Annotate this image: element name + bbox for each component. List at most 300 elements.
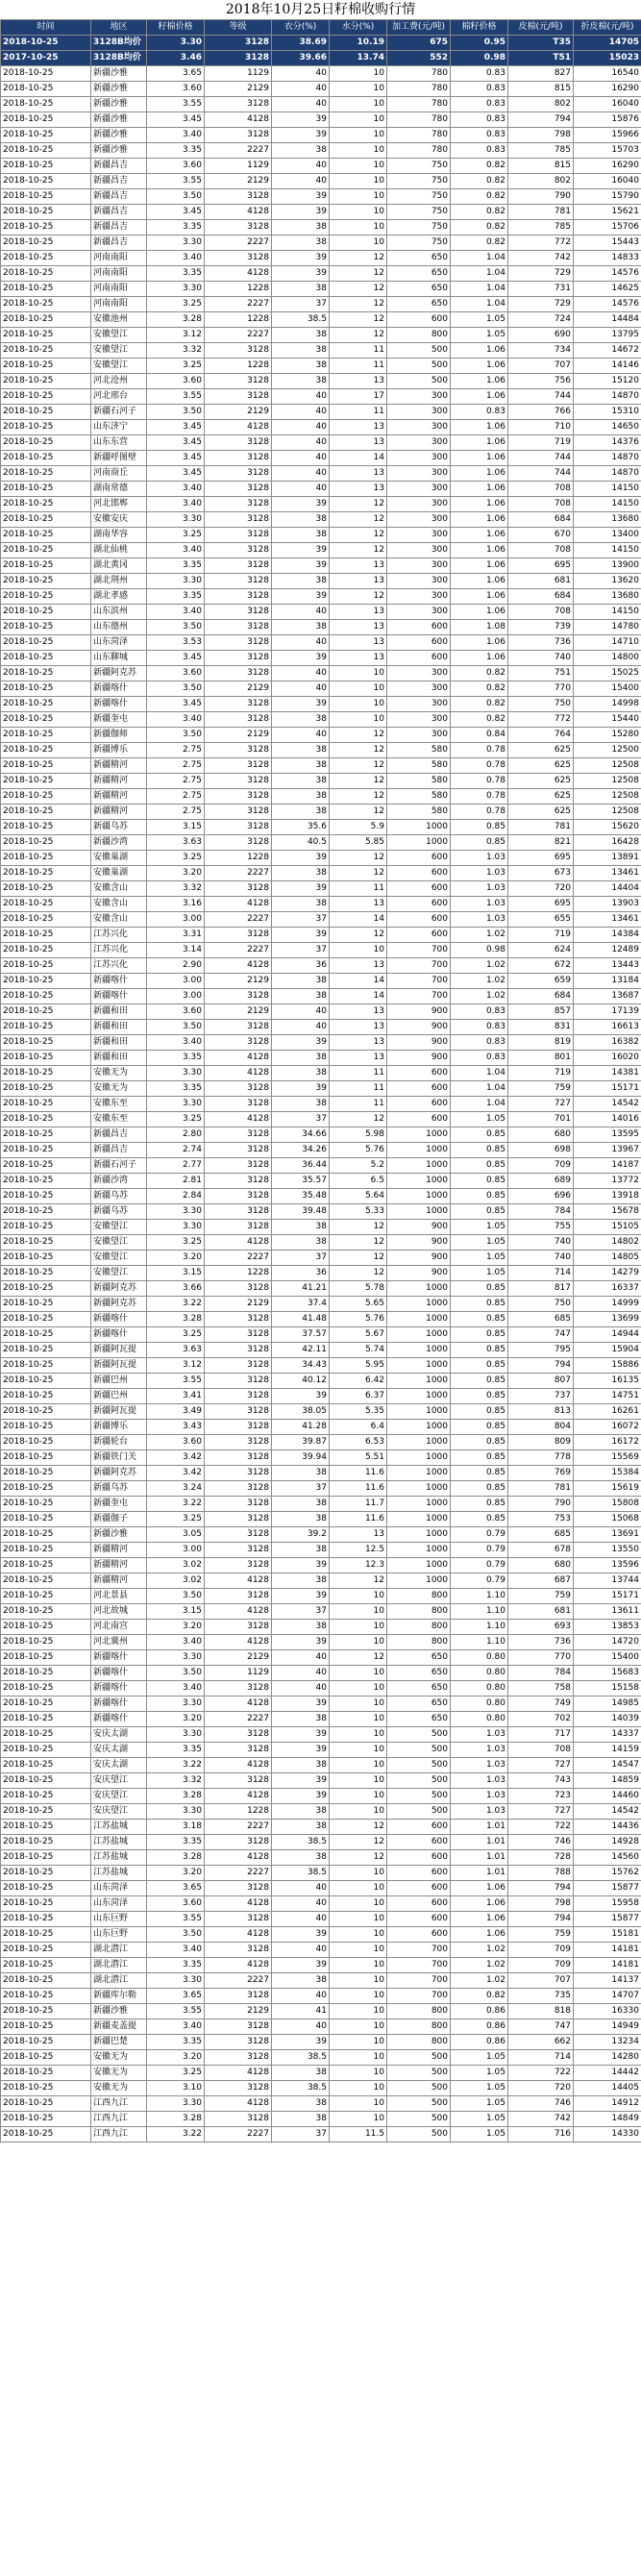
table-cell: 719 (508, 435, 574, 451)
table-cell: 2018-10-25 (1, 912, 91, 928)
table-cell: 1.10 (451, 1589, 508, 1604)
table-cell: 新疆喀什 (91, 974, 147, 989)
table-cell: 14833 (574, 251, 641, 266)
table-cell: 3128 (205, 1420, 272, 1435)
table-cell: 江苏盐城 (91, 1850, 147, 1866)
table-cell: 3.20 (147, 1712, 205, 1727)
table-cell: 39 (272, 928, 330, 943)
table-cell: 1.06 (451, 435, 508, 451)
table-row (1, 1127, 641, 1143)
table-row (1, 1497, 641, 1512)
table-cell: 38 (272, 1543, 330, 1558)
table-cell: 0.85 (451, 835, 508, 851)
table-cell: 800 (387, 1635, 451, 1650)
table-cell: 2017-10-25 (1, 51, 91, 66)
table-cell: 新疆库尔勒 (91, 1989, 147, 2004)
table-cell: 716 (508, 2127, 574, 2143)
table-cell: 708 (508, 1743, 574, 1758)
table-cell: 1000 (387, 1573, 451, 1589)
table-cell: 12508 (574, 774, 641, 789)
table-cell: 2018-10-25 (1, 2081, 91, 2096)
table-cell: 新疆乌苏 (91, 820, 147, 835)
table-cell: 6.53 (330, 1435, 387, 1450)
table-cell: 河南南阳 (91, 297, 147, 312)
table-cell: 684 (508, 989, 574, 1004)
table-cell: 600 (387, 635, 451, 651)
table-cell: 3.25 (147, 359, 205, 374)
table-cell: 3128 (205, 1727, 272, 1743)
table-cell: 新疆乌苏 (91, 1204, 147, 1220)
table-cell: 37 (272, 943, 330, 958)
table-cell: 2018-10-25 (1, 1558, 91, 1573)
table-cell: 新疆昌吉 (91, 1143, 147, 1158)
table-cell: 500 (387, 343, 451, 359)
table-cell: 新疆和田 (91, 1004, 147, 1020)
table-row (1, 1374, 641, 1389)
table-row (1, 1066, 641, 1081)
table-cell: 新疆精河 (91, 1573, 147, 1589)
table-cell: 37.57 (272, 1327, 330, 1343)
table-cell: 2129 (205, 1004, 272, 1020)
table-cell: 2018-10-25 (1, 328, 91, 343)
table-cell: 300 (387, 605, 451, 620)
table-row (1, 1743, 641, 1758)
table-cell: 38 (272, 282, 330, 297)
table-cell: 14337 (574, 1727, 641, 1743)
table-cell: 740 (508, 651, 574, 666)
table-cell: 2018-10-25 (1, 312, 91, 328)
table-cell: 2018-10-25 (1, 1912, 91, 1927)
table-cell: 3.30 (147, 282, 205, 297)
table-cell: 新疆博乐 (91, 743, 147, 758)
table-cell: 3.20 (147, 1620, 205, 1635)
table-cell: 安庆望江 (91, 1789, 147, 1804)
table-row (1, 1712, 641, 1727)
table-cell: 4128 (205, 958, 272, 974)
table-cell: 40 (272, 1943, 330, 1958)
table-cell: 2018-10-25 (1, 1497, 91, 1512)
table-row (1, 805, 641, 820)
table-cell: 0.85 (451, 1435, 508, 1450)
table-cell: 38.5 (272, 1866, 330, 1881)
table-cell: 15171 (574, 1589, 641, 1604)
table-cell: 2018-10-25 (1, 1773, 91, 1789)
table-cell: 2018-10-25 (1, 2004, 91, 2019)
table-row (1, 897, 641, 912)
table-row (1, 1174, 641, 1189)
table-cell: 40 (272, 159, 330, 174)
table-cell: 3128 (205, 1943, 272, 1958)
table-cell: 600 (387, 928, 451, 943)
table-cell: 3.25 (147, 528, 205, 543)
table-cell: 750 (387, 205, 451, 220)
table-cell: 38 (272, 2112, 330, 2127)
table-cell: 749 (508, 1697, 574, 1712)
table-cell: 3.45 (147, 651, 205, 666)
table-row (1, 1312, 641, 1327)
table-cell: 3.30 (147, 1650, 205, 1666)
table-cell: 1000 (387, 1174, 451, 1189)
table-cell: 3128 (205, 1512, 272, 1527)
table-cell: 37 (272, 912, 330, 928)
table-cell: 13 (330, 620, 387, 635)
table-cell: 780 (387, 112, 451, 128)
table-cell: 2018-10-25 (1, 97, 91, 112)
table-cell: 650 (387, 297, 451, 312)
table-cell: 15569 (574, 1450, 641, 1466)
table-cell: 1.03 (451, 851, 508, 866)
table-cell: 1.05 (451, 1235, 508, 1251)
table-cell: 1129 (205, 66, 272, 82)
table-cell: 2018-10-25 (1, 374, 91, 389)
table-cell: 12 (330, 297, 387, 312)
table-row (1, 1989, 641, 2004)
table-cell: 13 (330, 374, 387, 389)
table-cell: 3128 (205, 1189, 272, 1204)
table-cell: 0.83 (451, 1035, 508, 1051)
table-cell: 16428 (574, 835, 641, 851)
table-cell: 13900 (574, 558, 641, 574)
table-cell: 10 (330, 1958, 387, 1973)
table-cell: 650 (387, 251, 451, 266)
table-cell: 河北邢台 (91, 389, 147, 405)
table-cell: 1000 (387, 1312, 451, 1327)
table-row (1, 1450, 641, 1466)
table-row (1, 605, 641, 620)
table-cell: 3.22 (147, 1497, 205, 1512)
table-cell: 300 (387, 389, 451, 405)
table-cell: 2018-10-25 (1, 774, 91, 789)
table-cell: 新疆石河子 (91, 1158, 147, 1174)
table-cell: 2018-10-25 (1, 1512, 91, 1527)
table-row (1, 1666, 641, 1681)
table-cell: 1.02 (451, 974, 508, 989)
table-cell: 3.32 (147, 1773, 205, 1789)
table-cell: 3.65 (147, 66, 205, 82)
table-cell: 3128 (205, 389, 272, 405)
table-cell: 13744 (574, 1573, 641, 1589)
table-cell: 山东菏泽 (91, 635, 147, 651)
table-cell: 819 (508, 1035, 574, 1051)
table-cell: 2018-10-25 (1, 1312, 91, 1327)
table-cell: 河南南阳 (91, 282, 147, 297)
table-cell: 2018-10-25 (1, 1404, 91, 1420)
table-cell: 38 (272, 359, 330, 374)
table-cell: 693 (508, 1620, 574, 1635)
table-cell: 500 (387, 1727, 451, 1743)
table-cell: 3128 (205, 1035, 272, 1051)
table-cell: 5.78 (330, 1281, 387, 1297)
table-cell: 40.5 (272, 835, 330, 851)
table-cell: 300 (387, 420, 451, 435)
table-cell: 40 (272, 666, 330, 681)
table-cell: 2018-10-25 (1, 1589, 91, 1604)
table-cell: 750 (387, 159, 451, 174)
table-cell: 2227 (205, 328, 272, 343)
table-cell: 719 (508, 928, 574, 943)
table-cell: 34.26 (272, 1143, 330, 1158)
table-cell: 39 (272, 1389, 330, 1404)
table-cell: 39 (272, 1635, 330, 1650)
table-cell: 0.83 (451, 97, 508, 112)
table-cell: 3128 (205, 1358, 272, 1374)
table-cell: 10 (330, 1758, 387, 1773)
table-cell: 新疆奎屯 (91, 712, 147, 728)
table-cell: 3128 (205, 1158, 272, 1174)
table-cell: 河北故城 (91, 1604, 147, 1620)
table-row (1, 312, 641, 328)
table-row (1, 389, 641, 405)
table-cell: 1.06 (451, 558, 508, 574)
table-cell: 2018-10-25 (1, 1450, 91, 1466)
table-cell: 500 (387, 1804, 451, 1820)
table-cell: 3.41 (147, 1389, 205, 1404)
table-cell: 3.55 (147, 1374, 205, 1389)
table-cell: 2018-10-25 (1, 1650, 91, 1666)
table-cell: 新疆昌吉 (91, 159, 147, 174)
table-cell: 38 (272, 1804, 330, 1820)
table-cell: 14137 (574, 1973, 641, 1989)
table-row (1, 1220, 641, 1235)
table-cell: 758 (508, 1681, 574, 1697)
table-row (1, 866, 641, 881)
table-cell: 2018-10-25 (1, 574, 91, 589)
table-row (1, 697, 641, 712)
table-cell: 2018-10-25 (1, 1850, 91, 1866)
table-row (1, 1297, 641, 1312)
table-cell: 2018-10-25 (1, 989, 91, 1004)
table-cell: 3128 (205, 1527, 272, 1543)
table-cell: 新疆沙雅 (91, 82, 147, 97)
table-cell: 0.79 (451, 1573, 508, 1589)
table-cell: 15443 (574, 235, 641, 251)
table-cell: 3128 (205, 1450, 272, 1466)
table-cell: 300 (387, 405, 451, 420)
table-cell: 39 (272, 697, 330, 712)
table-row (1, 359, 641, 374)
table-row (1, 2112, 641, 2127)
table-cell: 600 (387, 312, 451, 328)
table-cell: 747 (508, 1327, 574, 1343)
table-cell: 0.85 (451, 820, 508, 835)
table-cell: 6.37 (330, 1389, 387, 1404)
table-cell: 12 (330, 1573, 387, 1589)
table-cell: 0.85 (451, 1312, 508, 1327)
table-cell: 10 (330, 2035, 387, 2050)
table-cell: 3128 (205, 989, 272, 1004)
column-header: 棉籽价格 (451, 20, 508, 36)
table-cell: 1.05 (451, 312, 508, 328)
table-row (1, 1204, 641, 1220)
table-row (1, 159, 641, 174)
table-cell: 300 (387, 728, 451, 743)
table-cell: 14576 (574, 266, 641, 282)
table-cell: 13 (330, 482, 387, 497)
table-cell: 300 (387, 512, 451, 528)
table-cell: 580 (387, 789, 451, 805)
table-cell: 安徽安庆 (91, 512, 147, 528)
table-cell: 37 (272, 1481, 330, 1497)
table-cell: 0.85 (451, 1450, 508, 1466)
table-cell: 2129 (205, 2004, 272, 2019)
table-cell: T35 (508, 36, 574, 51)
table-cell: 3.05 (147, 1527, 205, 1543)
table-cell: 700 (387, 989, 451, 1004)
table-cell: 3.30 (147, 1097, 205, 1112)
table-cell: 14625 (574, 282, 641, 297)
table-cell: 15621 (574, 205, 641, 220)
table-cell: 2018-10-25 (1, 651, 91, 666)
table-cell: 689 (508, 1174, 574, 1189)
table-cell: 38.5 (272, 1835, 330, 1850)
table-cell: 300 (387, 435, 451, 451)
table-cell: 39 (272, 1081, 330, 1097)
table-cell: 11.7 (330, 1497, 387, 1512)
table-cell: 1000 (387, 1420, 451, 1435)
table-cell: 2018-10-25 (1, 36, 91, 51)
table-cell: 14016 (574, 1112, 641, 1127)
table-cell: 1.05 (451, 1220, 508, 1235)
table-cell: 15762 (574, 1866, 641, 1881)
table-cell: 3.53 (147, 635, 205, 651)
table-row (1, 1943, 641, 1958)
table-cell: 0.83 (451, 66, 508, 82)
table-cell: 11 (330, 1081, 387, 1097)
table-cell: 10 (330, 112, 387, 128)
table-cell: 0.84 (451, 728, 508, 743)
table-cell: 35.57 (272, 1174, 330, 1189)
table-cell: 3.35 (147, 220, 205, 235)
table-cell: 736 (508, 635, 574, 651)
table-cell: 安庆太湖 (91, 1743, 147, 1758)
table-cell: 新疆沙湾 (91, 1174, 147, 1189)
table-cell: 15025 (574, 666, 641, 681)
table-cell: 781 (508, 205, 574, 220)
table-cell: 3.14 (147, 943, 205, 958)
table-cell: 江苏盐城 (91, 1866, 147, 1881)
table-cell: 39 (272, 1958, 330, 1973)
table-cell: 1.06 (451, 589, 508, 605)
table-cell: 40 (272, 1004, 330, 1020)
table-cell: 0.79 (451, 1558, 508, 1573)
table-row (1, 743, 641, 758)
table-cell: 13611 (574, 1604, 641, 1620)
table-cell: 3128 (205, 1081, 272, 1097)
table-cell: 778 (508, 1450, 574, 1466)
table-cell: 14928 (574, 1835, 641, 1850)
table-cell: 3.25 (147, 1327, 205, 1343)
table-cell: 14384 (574, 928, 641, 943)
table-cell: 681 (508, 1604, 574, 1620)
table-cell: 15400 (574, 1650, 641, 1666)
table-cell: 1.03 (451, 1773, 508, 1789)
table-cell: 2227 (205, 1251, 272, 1266)
table-cell: 0.85 (451, 1481, 508, 1497)
table-cell: 3.20 (147, 2050, 205, 2066)
table-cell: 3.45 (147, 451, 205, 466)
table-cell: 15384 (574, 1466, 641, 1481)
table-cell: 2018-10-25 (1, 958, 91, 974)
table-cell: 3.66 (147, 1281, 205, 1297)
table-cell: 0.85 (451, 1281, 508, 1297)
table-row (1, 2066, 641, 2081)
table-cell: 650 (387, 1650, 451, 1666)
table-cell: 新疆博乐 (91, 1420, 147, 1435)
table-cell: 3.65 (147, 1989, 205, 2004)
table-cell: 1.03 (451, 1789, 508, 1804)
table-cell: 685 (508, 1312, 574, 1327)
table-cell: 38 (272, 1820, 330, 1835)
table-cell: 14330 (574, 2127, 641, 2143)
table-row (1, 2127, 641, 2143)
table-cell: 39 (272, 112, 330, 128)
table-cell: 15904 (574, 1343, 641, 1358)
table-cell: 3.46 (147, 51, 205, 66)
table-cell: 800 (387, 328, 451, 343)
table-row (1, 1850, 641, 1866)
table-cell: 1.06 (451, 528, 508, 543)
table-cell: 39 (272, 589, 330, 605)
table-cell: 2.84 (147, 1189, 205, 1204)
table-cell: 3128 (205, 1466, 272, 1481)
table-cell: 3.25 (147, 1512, 205, 1527)
table-cell: 709 (508, 1158, 574, 1174)
table-cell: 1000 (387, 1435, 451, 1450)
table-cell: 41.48 (272, 1312, 330, 1327)
table-cell: 3.30 (147, 1066, 205, 1081)
table-cell: 10 (330, 2096, 387, 2112)
table-cell: 河南南阳 (91, 251, 147, 266)
table-cell: 3128 (205, 1143, 272, 1158)
table-cell: 3.55 (147, 1912, 205, 1927)
table-cell: 1.04 (451, 282, 508, 297)
table-cell: 1000 (387, 1389, 451, 1404)
table-cell: 746 (508, 1835, 574, 1850)
table-cell: 10 (330, 943, 387, 958)
table-cell: 5.95 (330, 1358, 387, 1374)
table-cell: 800 (387, 2019, 451, 2035)
table-cell: 0.95 (451, 36, 508, 51)
table-cell: 36 (272, 1266, 330, 1281)
table-cell: 2018-10-25 (1, 1466, 91, 1481)
table-cell: 安徽无为 (91, 1081, 147, 1097)
table-cell: 2018-10-25 (1, 1220, 91, 1235)
table-cell: 2.75 (147, 758, 205, 774)
table-cell: 673 (508, 866, 574, 881)
table-cell: 38 (272, 1466, 330, 1481)
table-cell: 3.00 (147, 912, 205, 928)
table-cell: 0.78 (451, 805, 508, 820)
table-row (1, 497, 641, 512)
table-cell: 河北沧州 (91, 374, 147, 389)
table-cell: 12 (330, 251, 387, 266)
table-cell: 500 (387, 2127, 451, 2143)
table-cell: 2018-10-25 (1, 528, 91, 543)
table-row (1, 1558, 641, 1573)
table-cell: 2018-10-25 (1, 1389, 91, 1404)
table-cell: 3.45 (147, 697, 205, 712)
table-cell: 3.50 (147, 1589, 205, 1604)
table-cell: 新疆精河 (91, 758, 147, 774)
table-cell: 4128 (205, 1604, 272, 1620)
table-cell: 2018-10-25 (1, 666, 91, 681)
table-cell: 731 (508, 282, 574, 297)
table-row (1, 835, 641, 851)
table-cell: 2018-10-25 (1, 681, 91, 697)
table-cell: 3.25 (147, 297, 205, 312)
table-cell: 38 (272, 143, 330, 159)
table-cell: 5.65 (330, 1297, 387, 1312)
